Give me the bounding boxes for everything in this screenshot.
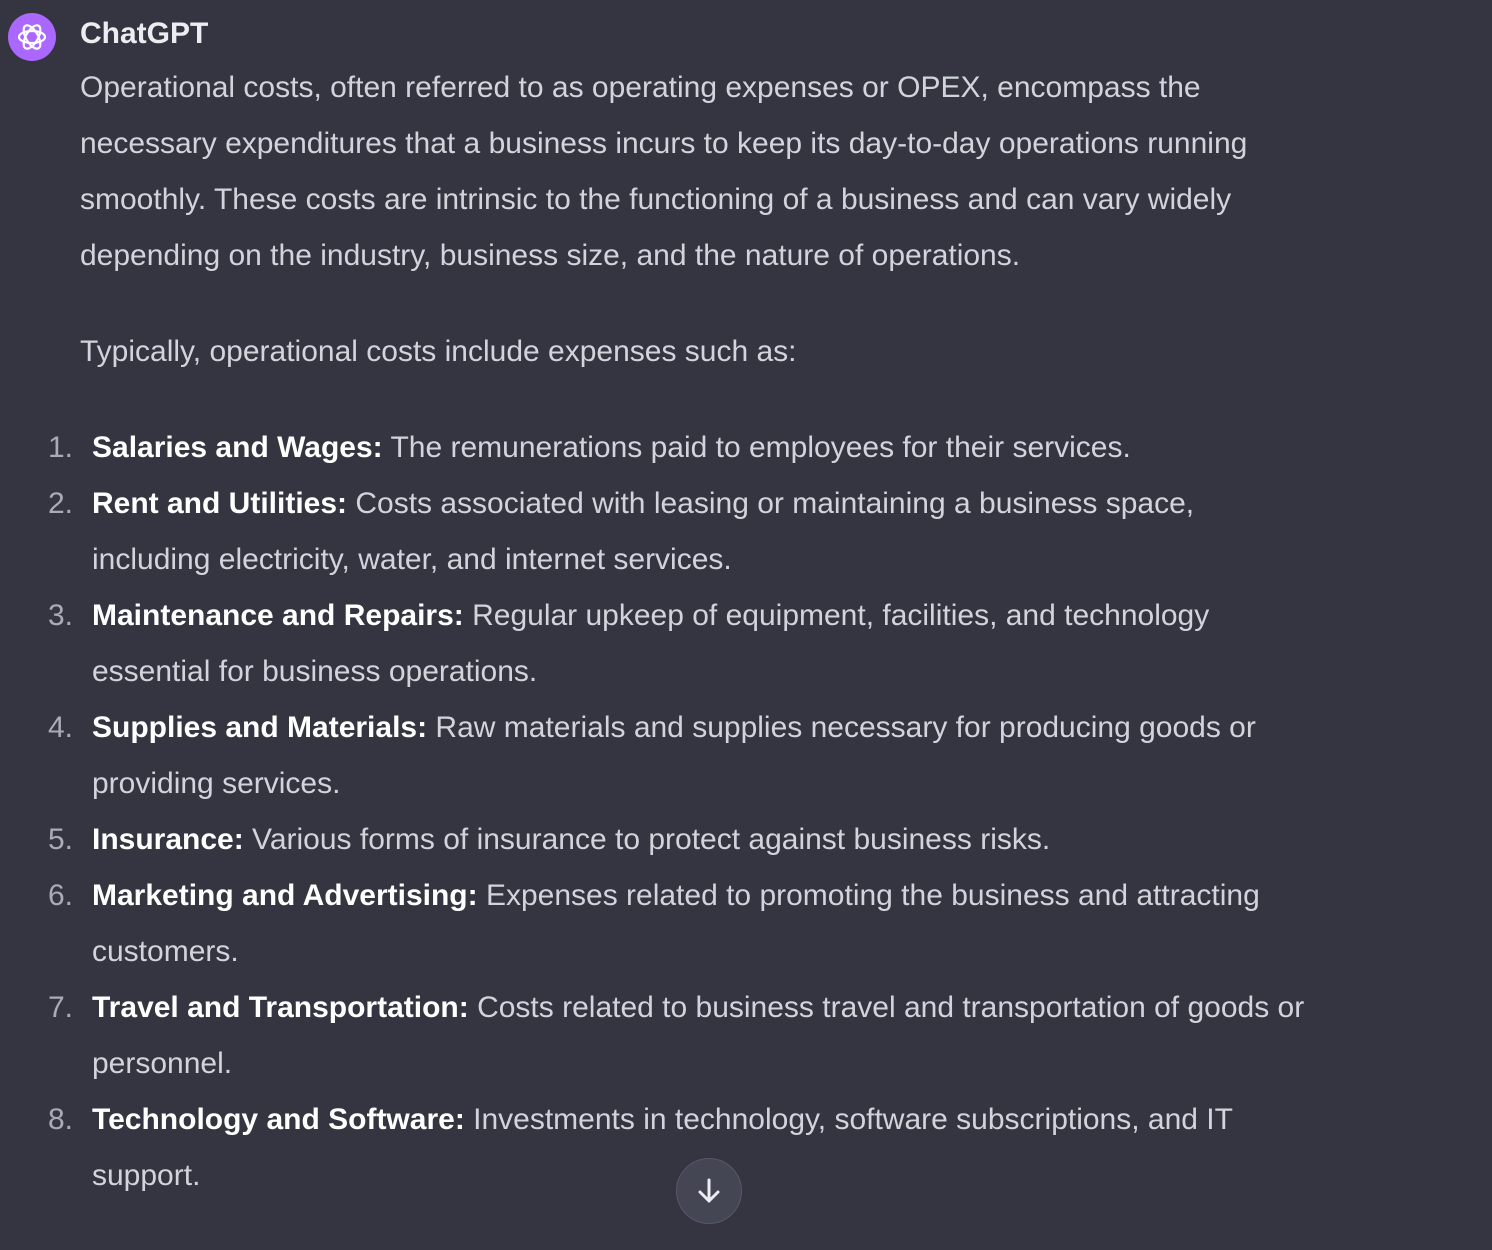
list-term: Maintenance and Repairs: xyxy=(92,599,464,632)
lead-paragraph: Typically, operational costs include expenses such as: xyxy=(80,335,797,368)
list-number: 2. xyxy=(48,487,74,520)
list-item xyxy=(48,980,1310,1092)
openai-logo-icon xyxy=(15,20,49,54)
intro-paragraph: Operational costs, often referred to as operating expenses or OPEX, encompass the necessary expenditures that a business incurs to keep its day-to-day operations running smoothly. These costs are intrinsic to the functioning of a business and can vary widely depending on the industry, business size, and the nature of operations. xyxy=(80,71,1248,272)
list-term: Technology and Software: xyxy=(92,1103,465,1136)
list-number: 3. xyxy=(48,599,74,632)
list-number: 8. xyxy=(48,1103,74,1136)
list-desc: Costs associated with leasing or maintaining a business space, including electricity, water, and internet services. xyxy=(92,487,1195,576)
list-desc: Investments in technology, software subscriptions, and IT support. xyxy=(92,1103,1233,1192)
list-term: Insurance: xyxy=(92,823,244,856)
list-number: 4. xyxy=(48,711,74,744)
list-number: 1. xyxy=(48,431,74,464)
list-item xyxy=(48,476,1310,588)
avatar xyxy=(8,13,56,61)
arrow-down-icon xyxy=(694,1176,724,1206)
list-term: Travel and Transportation: xyxy=(92,991,469,1024)
list-number: 7. xyxy=(48,991,74,1024)
list-term: Marketing and Advertising: xyxy=(92,879,478,912)
expense-list xyxy=(48,420,1310,1204)
list-item xyxy=(48,812,1310,868)
list-desc: Expenses related to promoting the business and attracting customers. xyxy=(92,879,1260,968)
list-desc: Costs related to business travel and transportation of goods or personnel. xyxy=(92,991,1305,1080)
list-item xyxy=(48,588,1310,700)
list-desc: Various forms of insurance to protect against business risks. xyxy=(243,823,1051,856)
list-desc: Regular upkeep of equipment, facilities, and technology essential for business operations. xyxy=(92,599,1210,688)
list-term: Supplies and Materials: xyxy=(92,711,428,744)
message-body xyxy=(48,60,1310,1204)
list-term: Salaries and Wages: xyxy=(92,431,383,464)
list-desc: Raw materials and supplies necessary for producing goods or providing services. xyxy=(92,711,1256,800)
scroll-to-bottom-button[interactable] xyxy=(676,1158,742,1224)
list-item xyxy=(48,420,1310,476)
list-item xyxy=(48,700,1310,812)
list-number: 5. xyxy=(48,823,74,856)
list-term: Rent and Utilities: xyxy=(92,487,348,520)
list-number: 6. xyxy=(48,879,74,912)
list-desc: The remunerations paid to employees for their services. xyxy=(382,431,1131,464)
sender-name: ChatGPT xyxy=(80,17,209,50)
list-item xyxy=(48,868,1310,980)
